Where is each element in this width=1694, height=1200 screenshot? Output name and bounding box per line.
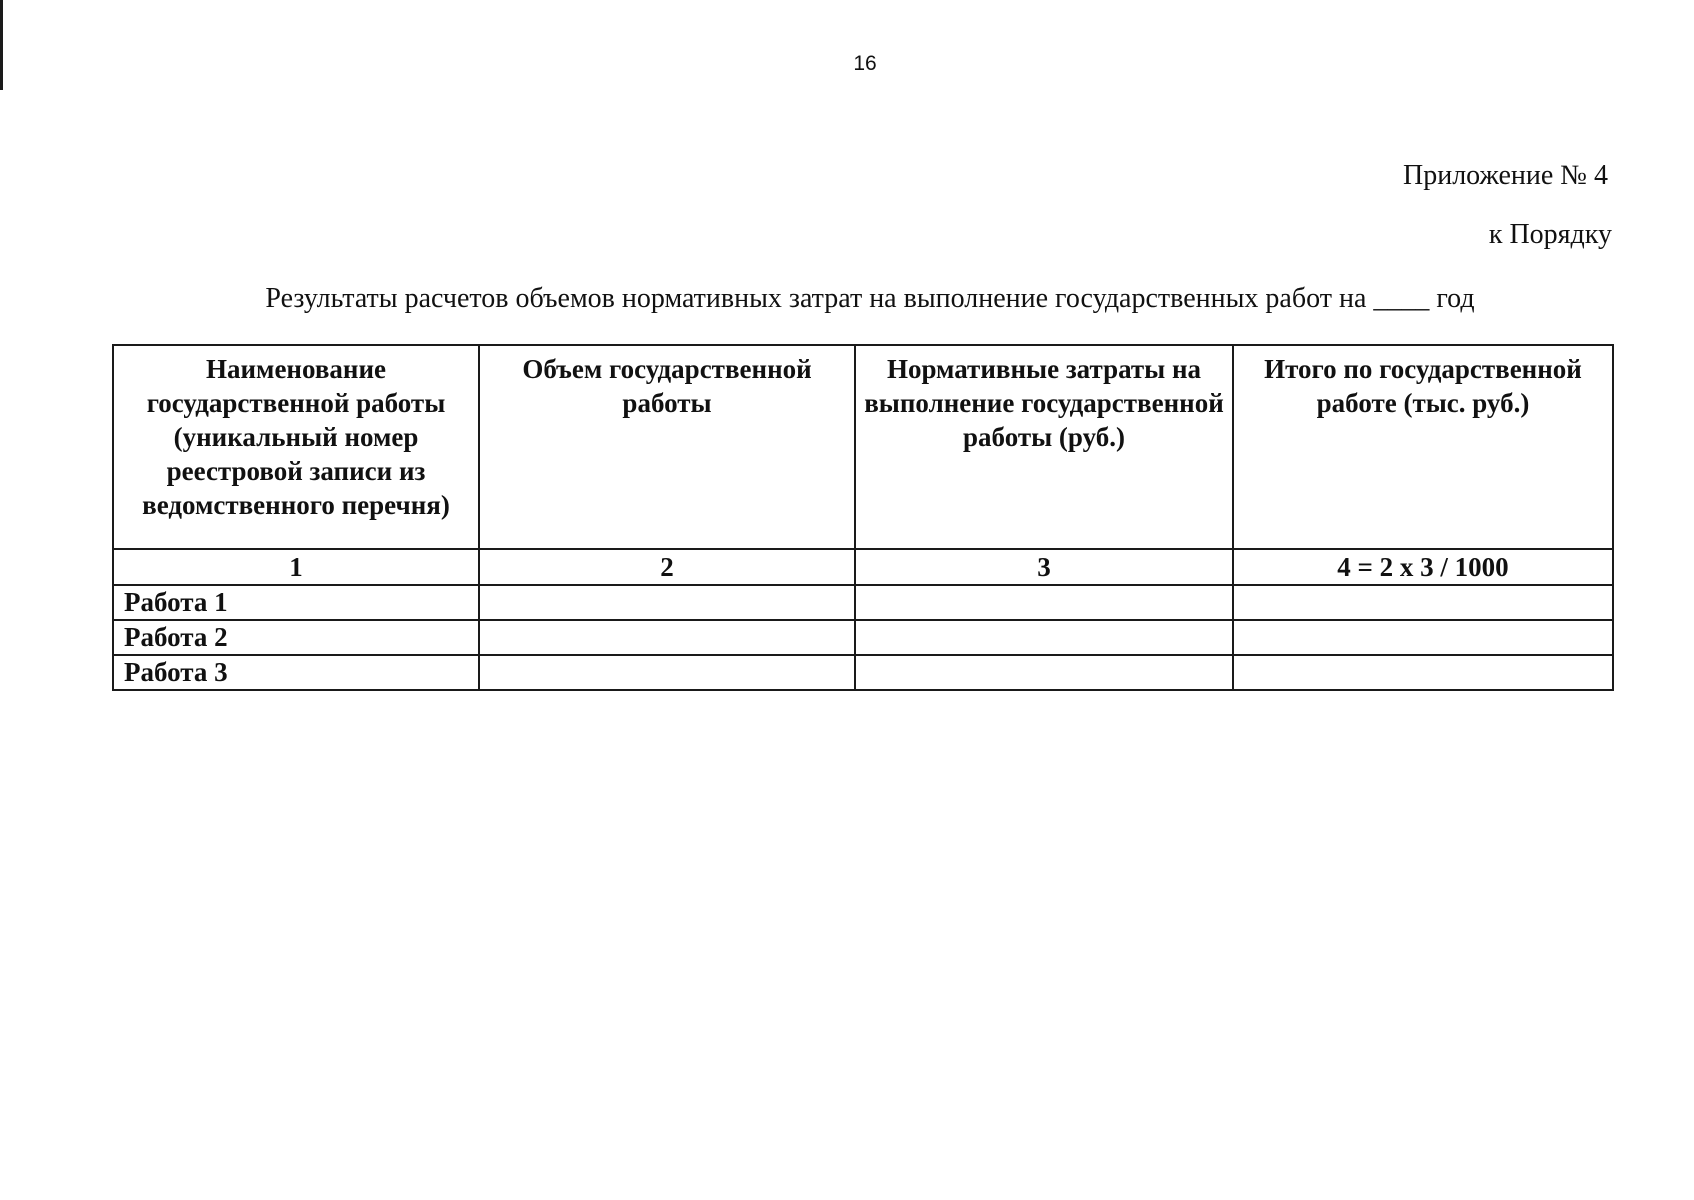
header-normative-cost: Нормативные затраты на выполнение государственной работы (руб.) <box>855 345 1233 549</box>
work-name-cell: Работа 1 <box>113 585 479 620</box>
table-row <box>113 620 1613 655</box>
table-row <box>113 655 1613 690</box>
column-number: 4 = 2 x 3 / 1000 <box>1233 549 1613 585</box>
work-name-cell: Работа 3 <box>113 655 479 690</box>
header-work-name: Наименование государственной работы (уникальный номер реестровой записи из ведомственного перечня) <box>113 345 479 549</box>
column-number: 1 <box>113 549 479 585</box>
total-cell <box>1233 620 1613 655</box>
header-work-volume: Объем государственной работы <box>479 345 855 549</box>
normative-cost-cell <box>855 620 1233 655</box>
total-cell <box>1233 655 1613 690</box>
table-header-row <box>113 345 1613 549</box>
normative-cost-cell <box>855 655 1233 690</box>
table-row <box>113 585 1613 620</box>
work-volume-cell <box>479 655 855 690</box>
document-title: Результаты расчетов объемов нормативных затрат на выполнение государственных работ на ____ год <box>265 283 1475 314</box>
scan-edge-mark <box>0 0 3 90</box>
work-volume-cell <box>479 620 855 655</box>
column-number: 3 <box>855 549 1233 585</box>
work-name-cell: Работа 2 <box>113 620 479 655</box>
column-number: 2 <box>479 549 855 585</box>
results-table <box>112 344 1614 691</box>
page-number: 16 <box>853 52 877 75</box>
total-cell <box>1233 585 1613 620</box>
appendix-label: Приложение № 4 <box>1403 160 1608 191</box>
appendix-subtitle: к Порядку <box>1488 219 1612 250</box>
normative-cost-cell <box>855 585 1233 620</box>
work-volume-cell <box>479 585 855 620</box>
header-total: Итого по государственной работе (тыс. руб.) <box>1233 345 1613 549</box>
column-number-row <box>113 549 1613 585</box>
